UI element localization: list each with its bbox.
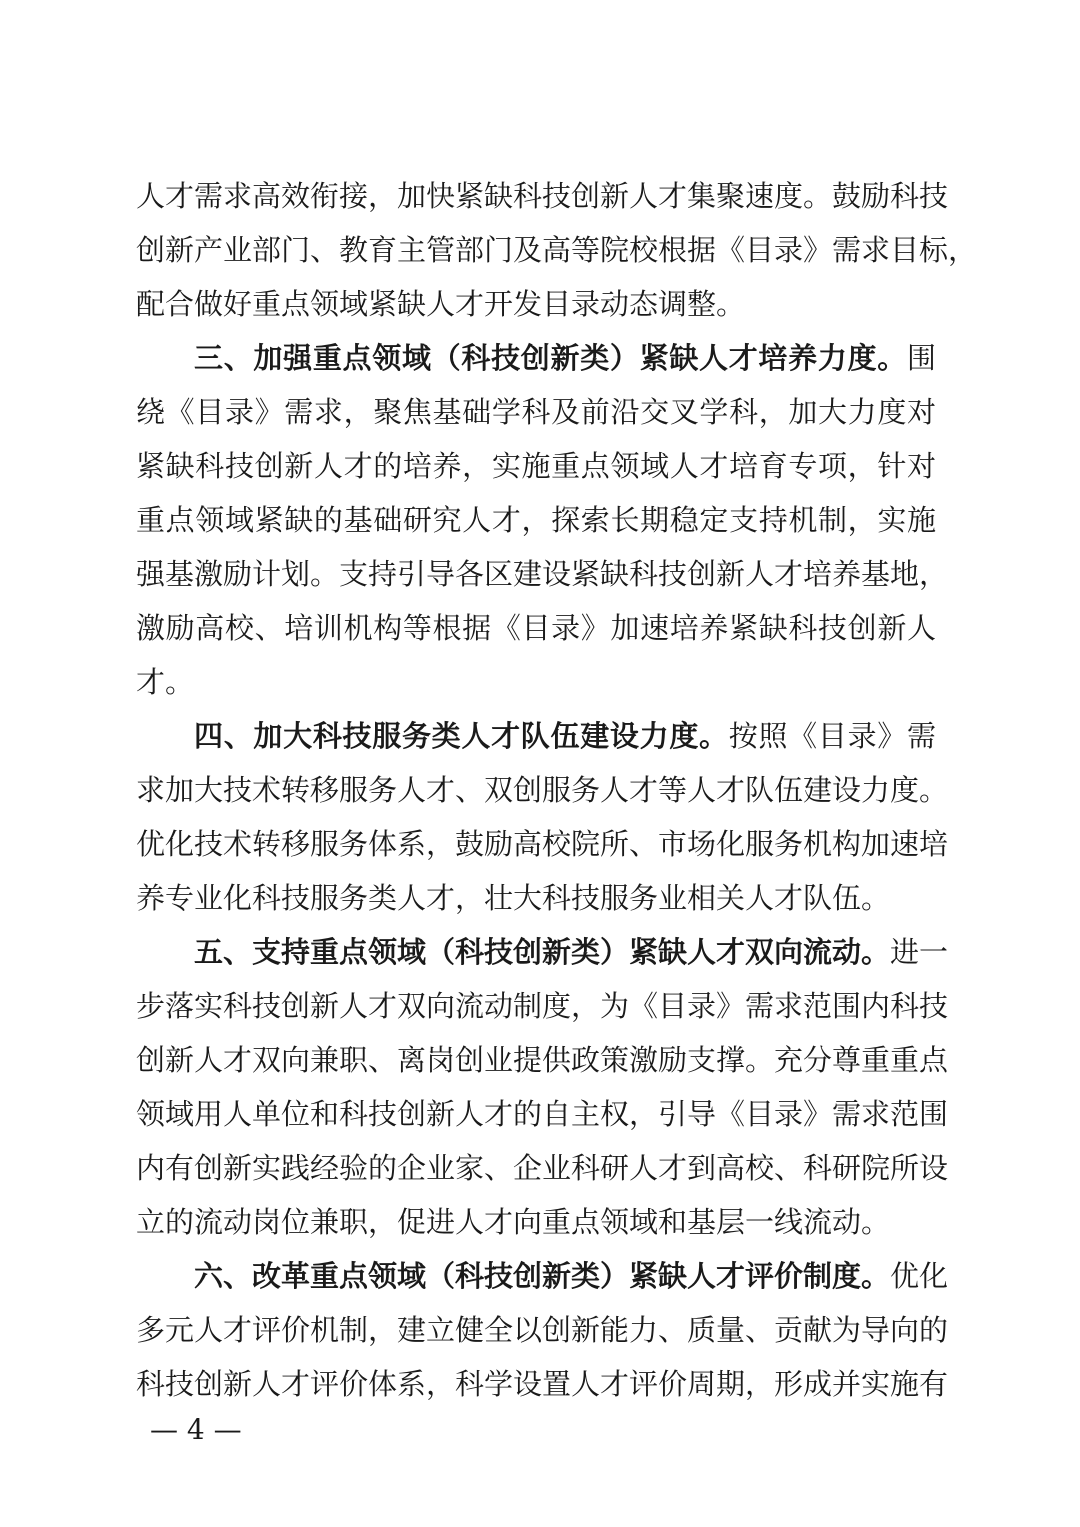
paragraph-line: 紧缺科技创新人才的培养，实施重点领域人才培育专项，针对 [136, 449, 936, 483]
section-4-heading: 四、加大科技服务类人才队伍建设力度。 [194, 719, 729, 753]
paragraph-line: 步落实科技创新人才双向流动制度，为《目录》需求范围内科技 [136, 989, 949, 1023]
paragraph-line: 内有创新实践经验的企业家、企业科研人才到高校、科研院所设 [136, 1151, 949, 1185]
page-number: — 4 — [150, 1413, 242, 1446]
section-4-first-line [194, 716, 936, 756]
section-3-heading: 三、加强重点领域（科技创新类）紧缺人才培养力度。 [194, 341, 907, 375]
paragraph-line: 人才需求高效衔接，加快紧缺科技创新人才集聚速度。鼓励科技 [136, 179, 949, 213]
section-6-heading: 六、改革重点领域（科技创新类）紧缺人才评价制度。 [194, 1259, 891, 1293]
paragraph-line: 激励高校、培训机构等根据《目录》加速培养紧缺科技创新人 [136, 611, 936, 645]
section-5-first-line [194, 932, 949, 972]
section-6-heading-tail: 优化 [890, 1259, 949, 1293]
section-3-first-line [194, 338, 936, 378]
section-5-heading-tail: 进一 [890, 935, 949, 969]
paragraph-line: 配合做好重点领域紧缺人才开发目录动态调整。 [136, 287, 746, 321]
paragraph-line: 求加大技术转移服务人才、双创服务人才等人才队伍建设力度。 [136, 773, 949, 807]
paragraph-line: 立的流动岗位兼职，促进人才向重点领域和基层一线流动。 [136, 1205, 891, 1239]
paragraph-line: 科技创新人才评价体系，科学设置人才评价周期，形成并实施有 [136, 1367, 949, 1401]
section-3-heading-tail: 围 [906, 341, 936, 375]
section-5-heading: 五、支持重点领域（科技创新类）紧缺人才双向流动。 [194, 935, 891, 969]
paragraph-line: 创新人才双向兼职、离岗创业提供政策激励支撑。充分尊重重点 [136, 1043, 949, 1077]
section-4-heading-tail: 按照《目录》需 [728, 719, 936, 753]
paragraph-line: 领域用人单位和科技创新人才的自主权，引导《目录》需求范围 [136, 1097, 949, 1131]
section-6-first-line [194, 1256, 949, 1296]
paragraph-line: 才。 [136, 665, 195, 699]
paragraph-line: 重点领域紧缺的基础研究人才，探索长期稳定支持机制，实施 [136, 503, 936, 537]
paragraph-line: 养专业化科技服务类人才，壮大科技服务业相关人才队伍。 [136, 881, 891, 915]
paragraph-line: 创新产业部门、教育主管部门及高等院校根据《目录》需求目标， [136, 233, 978, 267]
paragraph-line: 多元人才评价机制，建立健全以创新能力、质量、贡献为导向的 [136, 1313, 949, 1347]
paragraph-line: 优化技术转移服务体系，鼓励高校院所、市场化服务机构加速培 [136, 827, 949, 861]
paragraph-line: 强基激励计划。支持引导各区建设紧缺科技创新人才培养基地， [136, 557, 949, 591]
paragraph-line: 绕《目录》需求，聚焦基础学科及前沿交叉学科，加大力度对 [136, 395, 936, 429]
